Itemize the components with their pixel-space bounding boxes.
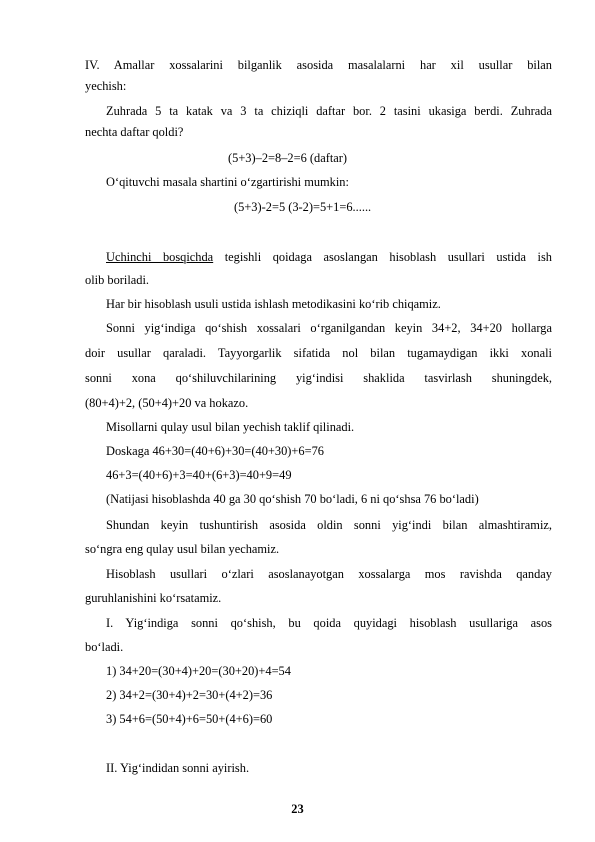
text-line: II. Yig‘indidan sonni ayirish. (106, 761, 250, 775)
text-line: yechish: (85, 79, 127, 93)
text-line: I. Yig‘indiga sonni qo‘shish, bu qoida quyidagi hisoblash usullariga asos (106, 616, 552, 630)
text-line: IV. Amallar xossalarini bilganlik asosida masalalarni har xil usullar bilan (85, 58, 552, 72)
text-line: Hisoblash usullari o‘zlari asoslanayotgan xossalarga mos ravishda qanday (106, 567, 552, 581)
formula-line: 2) 34+2=(30+4)+2=30+(4+2)=36 (106, 688, 273, 702)
text-line: Misollarni qulay usul bilan yechish taklif qilinadi. (106, 420, 355, 434)
text-line: olib boriladi. (85, 273, 150, 287)
text-line: guruhlanishini ko‘rsatamiz. (85, 591, 222, 605)
text-line: so‘ngra eng qulay usul bilan yechamiz. (85, 542, 280, 556)
text-line: bo‘ladi. (85, 640, 124, 654)
text-fragment: tegishli qoidaga asoslangan hisoblash usullari ustida ish (213, 250, 552, 264)
text-line: nechta daftar qoldi? (85, 125, 184, 139)
text-line: Shundan keyin tushuntirish asosida oldin sonni yig‘indi bilan almashtiramiz, (106, 518, 552, 532)
formula-line: Doskaga 46+30=(40+6)+30=(40+30)+6=76 (106, 444, 324, 458)
stage-heading: Uchinchi bosqichda (106, 250, 214, 264)
formula-line: 46+3=(40+6)+3=40+(6+3)=40+9=49 (106, 468, 292, 482)
formula-line: 1) 34+20=(30+4)+20=(30+20)+4=54 (106, 664, 291, 678)
text-line: doir usullar qaraladi. Tayyorgarlik sifatida nol bilan tugamaydigan ikki xonali (85, 346, 552, 360)
text-line: (Natijasi hisoblashda 40 ga 30 qo‘shish 70 bo‘ladi, 6 ni qo‘shsa 76 bo‘ladi) (106, 492, 479, 506)
formula-line: (5+3)–2=8–2=6 (daftar) (228, 151, 348, 165)
page-number: 23 (291, 802, 304, 816)
text-line: Zuhrada 5 ta katak va 3 ta chiziqli daftar bor. 2 tasini ukasiga berdi. Zuhrada (106, 104, 552, 118)
text-line: sonni xona qo‘shiluvchilarining yig‘indisi shaklida tasvirlash shuningdek, (85, 371, 552, 385)
text-line: Har bir hisoblash usuli ustida ishlash metodikasini ko‘rib chiqamiz. (106, 297, 441, 311)
text-line: (80+4)+2, (50+4)+20 va hokazo. (85, 396, 249, 410)
formula-line: 3) 54+6=(50+4)+6=50+(4+6)=60 (106, 712, 273, 726)
text-line: Sonni yig‘indiga qo‘shish xossalari o‘rganilgandan keyin 34+2, 34+20 hollarga (106, 321, 552, 335)
text-line: O‘qituvchi masala shartini o‘zgartirishi mumkin: (106, 175, 349, 189)
formula-line: (5+3)-2=5 (3-2)=5+1=6...... (234, 200, 372, 214)
text-line (106, 249, 552, 265)
